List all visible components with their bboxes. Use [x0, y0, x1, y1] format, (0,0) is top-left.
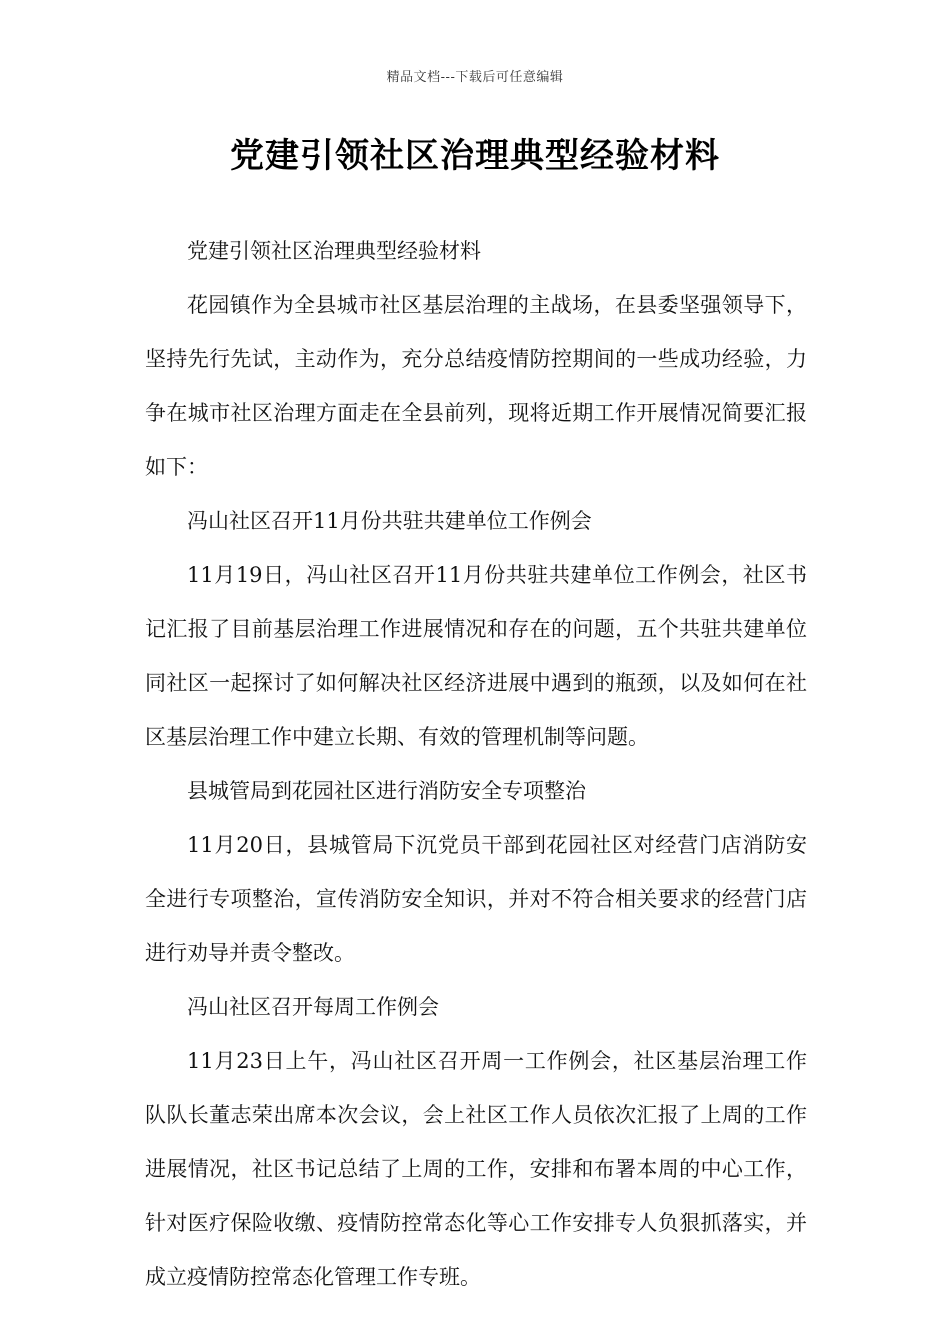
document-body	[145, 224, 807, 1304]
document-title: 党建引领社区治理典型经验材料	[230, 136, 720, 176]
subtitle-paragraph: 党建引领社区治理典型经验材料	[187, 239, 481, 263]
intro-paragraph: 花园镇作为全县城市社区基层治理的主战场，在县委坚强领导下，坚持先行先试，主动作为，充分总结疫情防控期间的一些成功经验，力争在城市社区治理方面走在全县前列，现将近期工作开展情况简要汇报如下：	[145, 293, 807, 479]
section-heading: 县城管局到花园社区进行消防安全专项整治	[187, 779, 586, 803]
body-paragraph: 11月23日上午，冯山社区召开周一工作例会，社区基层治理工作队队长董志荣出席本次会议，会上社区工作人员依次汇报了上周的工作进展情况，社区书记总结了上周的工作，安排和布署本周的中心工作，针对医疗保险收缴、疫情防控常态化等心工作安排专人负狠抓落实，并成立疫情防控常态化管理工作专班。	[145, 1049, 807, 1289]
body-paragraph: 11月20日，县城管局下沉党员干部到花园社区对经营门店消防安全进行专项整治，宣传消防安全知识，并对不符合相关要求的经营门店进行劝导并责令整改。	[145, 833, 807, 965]
section-heading: 冯山社区召开11月份共驻共建单位工作例会	[187, 509, 592, 533]
body-paragraph: 11月19日，冯山社区召开11月份共驻共建单位工作例会，社区书记汇报了目前基层治理工作进展情况和存在的问题，五个共驻共建单位同社区一起探讨了如何解决社区经济进展中遇到的瓶颈，以及如何在社区基层治理工作中建立长期、有效的管理机制等问题。	[145, 563, 807, 749]
header-note: 精品文档---下载后可任意编辑	[386, 70, 564, 85]
section-heading: 冯山社区召开每周工作例会	[187, 995, 439, 1019]
